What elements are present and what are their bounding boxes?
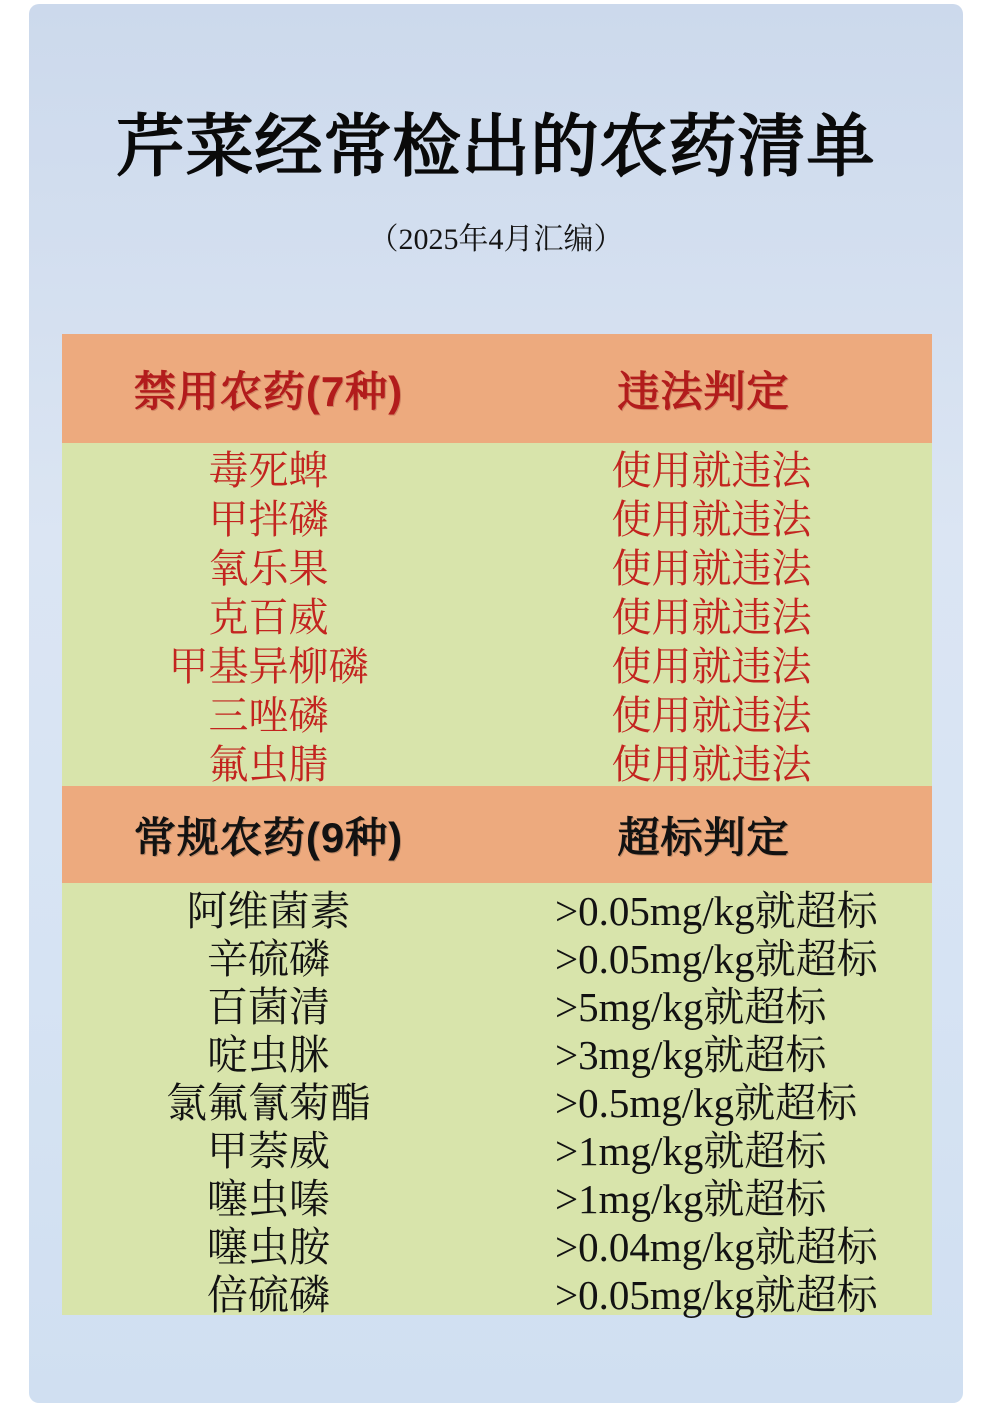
pesticide-name: 甲基异柳磷 — [168, 645, 369, 689]
pesticide-rule: 使用就违法 — [611, 694, 812, 738]
regular-header-right: 超标判定 — [617, 813, 790, 861]
regular-header-left: 常规农药(9种) — [133, 813, 404, 861]
pesticide-name: 百菌清 — [207, 983, 330, 1030]
banned-rows — [62, 443, 932, 786]
pesticide-rule: 使用就违法 — [611, 498, 812, 542]
pesticide-rule: 使用就违法 — [611, 449, 812, 493]
pesticide-rule: 使用就违法 — [611, 645, 812, 689]
pesticide-name: 克百威 — [208, 596, 329, 640]
pesticide-name: 氟虫腈 — [208, 743, 329, 787]
pesticide-name: 阿维菌素 — [186, 887, 351, 934]
pesticide-name: 三唑磷 — [208, 694, 329, 738]
table-row — [62, 639, 932, 688]
pesticide-name: 啶虫脒 — [207, 1031, 330, 1078]
pesticide-rule: 使用就违法 — [611, 596, 812, 640]
pesticide-limit: >0.04mg/kg就超标 — [555, 1223, 878, 1270]
page-title: 芹菜经常检出的农药清单 — [116, 109, 876, 185]
regular-section-header — [62, 786, 932, 883]
pesticide-name: 噻虫胺 — [207, 1223, 330, 1270]
pesticide-rule: 使用就违法 — [611, 547, 812, 591]
pesticide-limit: >3mg/kg就超标 — [555, 1031, 827, 1078]
pesticide-table — [62, 334, 932, 1318]
pesticide-name: 甲拌磷 — [208, 498, 329, 542]
pesticide-name: 辛硫磷 — [207, 935, 330, 982]
table-row — [62, 492, 932, 541]
pesticide-name: 毒死蜱 — [208, 449, 329, 493]
pesticide-rule: 使用就违法 — [611, 743, 812, 787]
pesticide-limit: >5mg/kg就超标 — [555, 983, 827, 1030]
banned-section-header — [62, 334, 932, 443]
pesticide-name: 倍硫磷 — [207, 1271, 330, 1318]
content-panel — [29, 4, 963, 1403]
table-row — [62, 883, 932, 934]
page-subtitle: （2025年4月汇编） — [368, 223, 624, 257]
table-row — [62, 1027, 932, 1078]
table-row — [62, 443, 932, 492]
table-row — [62, 688, 932, 737]
table-row — [62, 590, 932, 639]
table-row — [62, 1123, 932, 1174]
table-row — [62, 931, 932, 982]
pesticide-name: 噻虫嗪 — [207, 1175, 330, 1222]
banned-header-right: 违法判定 — [617, 367, 790, 415]
table-row — [62, 1219, 932, 1270]
table-row — [62, 1075, 932, 1126]
table-row — [62, 541, 932, 590]
table-row — [62, 979, 932, 1030]
pesticide-limit: >1mg/kg就超标 — [555, 1127, 827, 1174]
banned-header-left: 禁用农药(7种) — [133, 367, 404, 415]
table-row — [62, 737, 932, 786]
table-row — [62, 1267, 932, 1318]
table-row — [62, 1171, 932, 1222]
pesticide-limit: >1mg/kg就超标 — [555, 1175, 827, 1222]
pesticide-limit: >0.05mg/kg就超标 — [555, 935, 878, 982]
pesticide-limit: >0.05mg/kg就超标 — [555, 1271, 878, 1318]
pesticide-limit: >0.5mg/kg就超标 — [555, 1079, 858, 1126]
pesticide-limit: >0.05mg/kg就超标 — [555, 887, 878, 934]
pesticide-name: 氯氟氰菊酯 — [166, 1079, 371, 1126]
pesticide-name: 甲萘威 — [207, 1127, 330, 1174]
pesticide-name: 氧乐果 — [208, 547, 329, 591]
regular-rows — [62, 883, 932, 1318]
